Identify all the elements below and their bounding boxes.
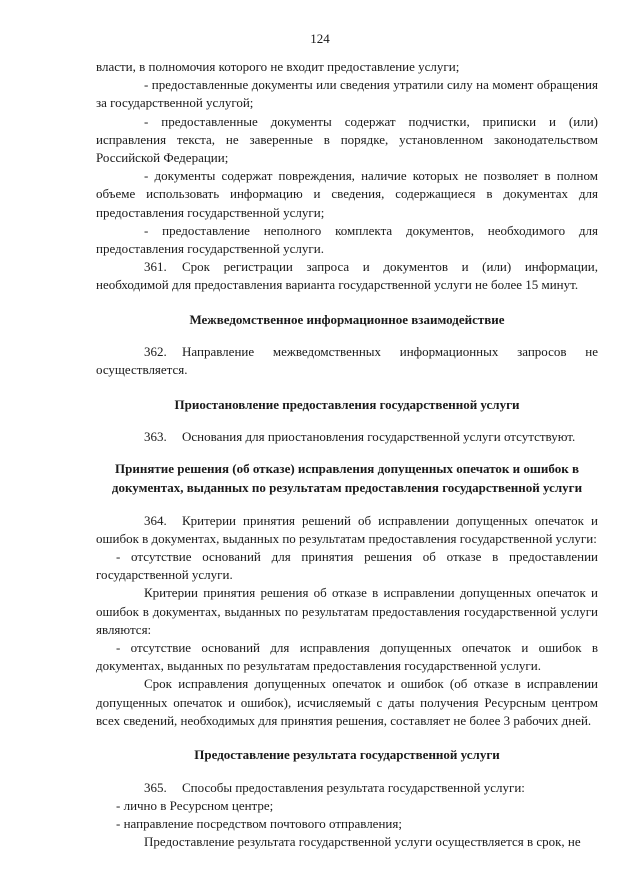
list-item: - предоставление неполного комплекта документов, необходимого для предоставления государственной услуги. xyxy=(96,222,598,257)
paragraph-text: Срок регистрации запроса и документов и (или) информации, необходимой для предоставления варианта государственной услуги не более 15 минут. xyxy=(96,259,598,293)
paragraph-number: 365. xyxy=(144,779,167,795)
paragraph-text: Направление межведомственных информационных запросов не осуществляется. xyxy=(96,344,598,378)
paragraph-362 xyxy=(96,343,598,379)
paragraph-number: 362. xyxy=(144,344,167,360)
section-heading: Межведомственное информационное взаимодействие xyxy=(189,311,505,327)
paragraph-365 xyxy=(96,779,598,797)
paragraph-continuation: власти, в полномочия которого не входит предоставление услуги; xyxy=(96,59,460,74)
paragraph-number: 364. xyxy=(144,512,167,528)
list-item: - предоставленные документы или сведения утратили силу на момент обращения за государственной услугой; xyxy=(96,77,598,111)
paragraph-363 xyxy=(96,428,598,446)
paragraph-number: 361. xyxy=(144,259,167,275)
section-heading: Предоставление результата государственной услуги xyxy=(194,747,500,763)
list-item: - лично в Ресурсном центре; xyxy=(116,797,274,813)
document-body xyxy=(96,58,598,851)
list-item: - направление посредством почтового отправления; xyxy=(116,816,402,832)
paragraph-text: Способы предоставления результата государственной услуги: xyxy=(182,779,525,795)
paragraph: Предоставление результата государственной услуги осуществляется в срок, не xyxy=(144,834,581,850)
list-item: - отсутствие оснований для исправления допущенных опечаток и ошибок в документах, выданных по результатам предоставления государственной услуги. xyxy=(96,640,598,674)
paragraph-361 xyxy=(96,258,598,294)
paragraph-text: Критерии принятия решений об исправлении допущенных опечаток и ошибок в документах, выданных по результатам предоставления государственной услуги: xyxy=(96,512,598,546)
section-heading: Приостановление предоставления государственной услуги xyxy=(174,396,520,412)
page-number: 124 xyxy=(310,31,330,46)
list-item: - отсутствие оснований для принятия решения об отказе в предоставлении государственной услуги. xyxy=(96,549,598,583)
section-heading: Принятие решения (об отказе) исправления допущенных опечаток и ошибок в документах, выданных по результатам предоставления государственной услуги xyxy=(111,461,583,496)
paragraph-number: 363. xyxy=(144,429,167,445)
paragraph: Срок исправления допущенных опечаток и ошибок (об отказе в исправлении допущенных опечаток и ошибок), исчисляемый с даты получения Ресурсным центром всех сведений, необходимых для принятия решения, составляет не более 3 рабочих дней. xyxy=(96,676,598,728)
paragraph: Критерии принятия решения об отказе в исправлении допущенных опечаток и ошибок в документах, выданных по результатам предоставления государственной услуги являются: xyxy=(96,585,598,637)
paragraph-text: Основания для приостановления государственной услуги отсутствуют. xyxy=(182,429,576,445)
list-item: - документы содержат повреждения, наличие которых не позволяет в полном объеме использовать информацию и сведения, содержащиеся в документах для предоставления государственной услуги; xyxy=(96,168,598,220)
paragraph-364 xyxy=(96,512,598,548)
list-item: - предоставленные документы содержат подчистки, приписки и (или) исправления текста, не заверенные в порядке, установленном законодательством Российской Федерации; xyxy=(96,113,598,166)
